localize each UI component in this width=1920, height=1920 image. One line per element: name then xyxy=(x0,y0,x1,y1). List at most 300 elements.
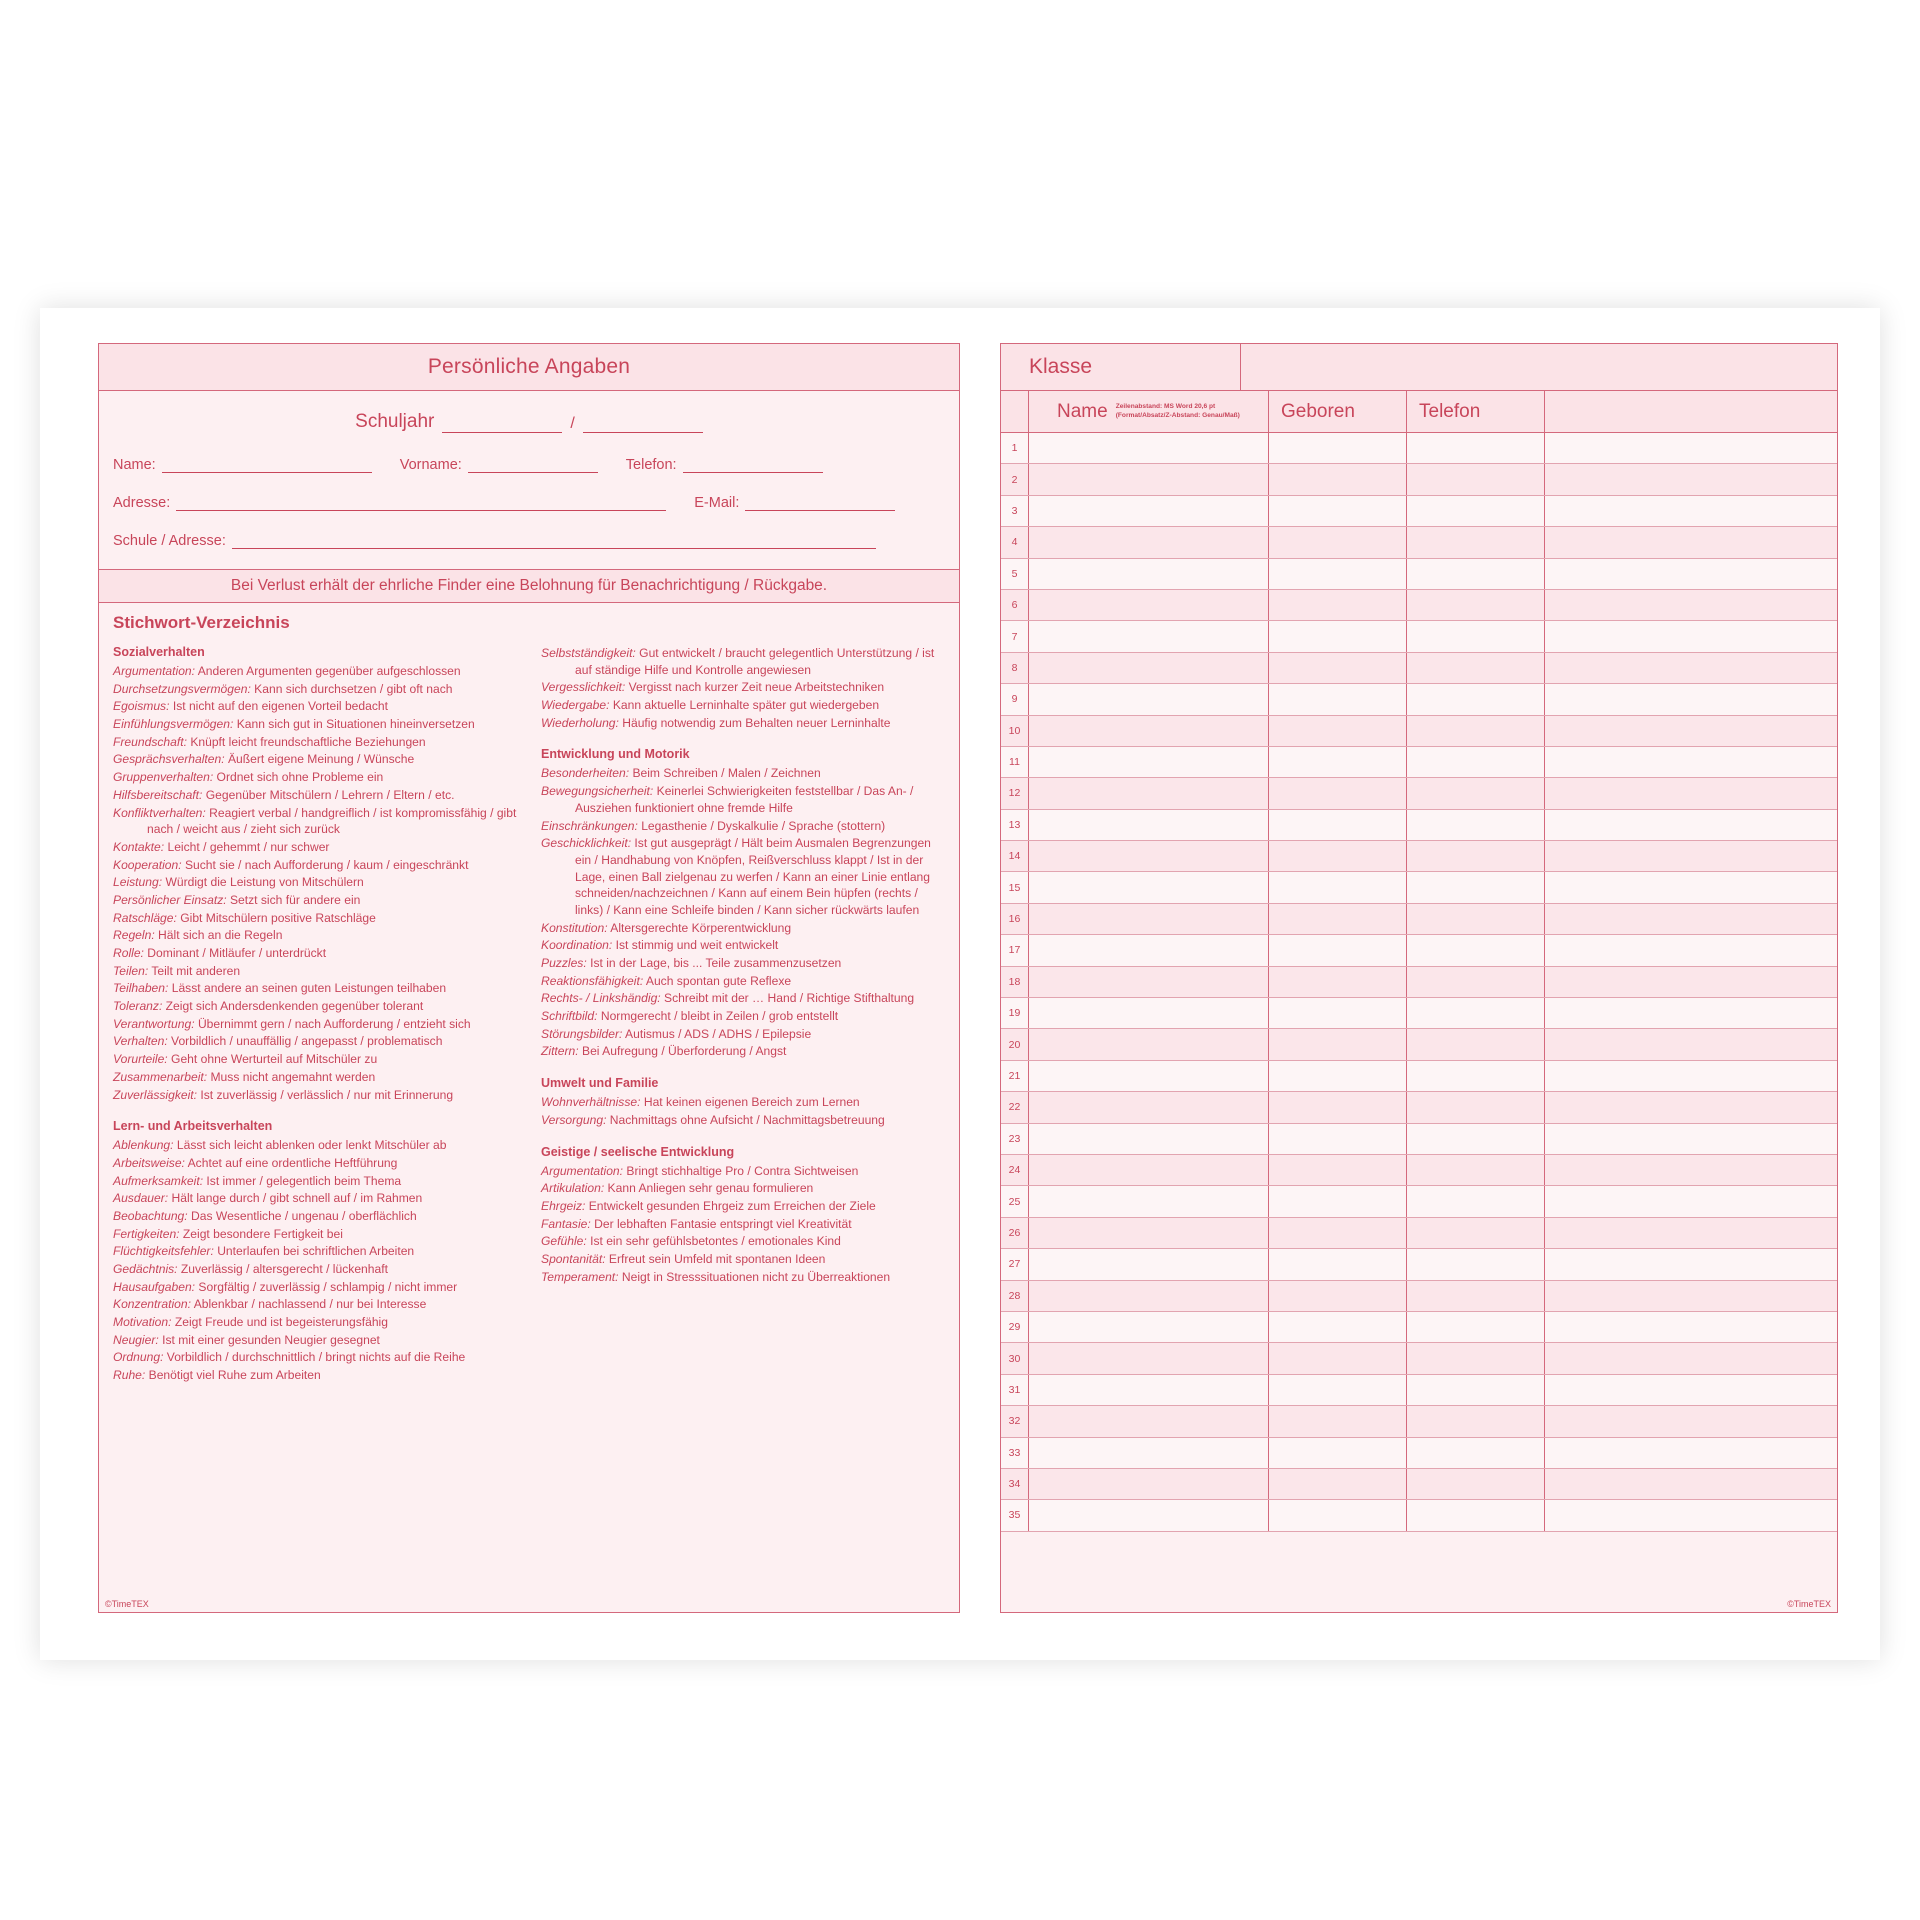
adresse-label: Adresse: xyxy=(113,495,171,511)
cell-rest[interactable] xyxy=(1545,1312,1837,1342)
cell-geb[interactable] xyxy=(1269,1281,1407,1311)
student-table-header xyxy=(1001,391,1837,433)
index-entry-term: Toleranz: xyxy=(113,999,163,1014)
schuljahr-row xyxy=(113,411,945,433)
table-row[interactable] xyxy=(1001,1500,1837,1531)
table-row[interactable] xyxy=(1001,433,1837,464)
cell-rest[interactable] xyxy=(1545,841,1837,871)
cell-geb[interactable] xyxy=(1269,1500,1407,1530)
cell-tel[interactable] xyxy=(1407,684,1545,714)
cell-name[interactable] xyxy=(1029,935,1269,965)
index-entry-text: Keinerlei Schwierigkeiten feststellbar / Das An- / Ausziehen funktioniert ohne fremde Hilfe xyxy=(575,784,914,815)
cell-geb[interactable] xyxy=(1269,684,1407,714)
index-entry xyxy=(541,1043,945,1060)
cell-rest[interactable] xyxy=(1545,1438,1837,1468)
row-number: 29 xyxy=(1001,1312,1029,1342)
cell-rest[interactable] xyxy=(1545,621,1837,651)
cell-geb[interactable] xyxy=(1269,1124,1407,1154)
cell-rest[interactable] xyxy=(1545,496,1837,526)
cell-tel[interactable] xyxy=(1407,464,1545,494)
index-entry-text: Bei Aufregung / Überforderung / Angst xyxy=(578,1044,787,1059)
cell-name[interactable] xyxy=(1029,1281,1269,1311)
cell-tel[interactable] xyxy=(1407,1061,1545,1091)
cell-name[interactable] xyxy=(1029,967,1269,997)
index-entry xyxy=(541,990,945,1007)
index-entry-text: Dominant / Mitläufer / unterdrückt xyxy=(143,946,327,960)
row-number: 17 xyxy=(1001,935,1029,965)
index-entry xyxy=(541,937,945,954)
cell-name[interactable] xyxy=(1029,1124,1269,1154)
cell-geb[interactable] xyxy=(1269,716,1407,746)
cell-name[interactable] xyxy=(1029,684,1269,714)
cell-rest[interactable] xyxy=(1545,810,1837,840)
cell-rest[interactable] xyxy=(1545,1406,1837,1436)
cell-geb[interactable] xyxy=(1269,998,1407,1028)
email-label: E-Mail: xyxy=(694,495,740,511)
cell-geb[interactable] xyxy=(1269,653,1407,683)
table-row[interactable] xyxy=(1001,841,1837,872)
index-entry-text: Normgerecht / bleibt in Zeilen / grob entstellt xyxy=(597,1009,839,1024)
cell-tel[interactable] xyxy=(1407,496,1545,526)
index-entry xyxy=(541,679,945,696)
schuljahr-start-input[interactable] xyxy=(442,417,562,433)
cell-name[interactable] xyxy=(1029,998,1269,1028)
cell-geb[interactable] xyxy=(1269,1343,1407,1373)
cell-rest[interactable] xyxy=(1545,1281,1837,1311)
index-entry-text: Legasthenie / Dyskalkulie / Sprache (stottern) xyxy=(637,818,886,833)
cell-rest[interactable] xyxy=(1545,1029,1837,1059)
table-row[interactable] xyxy=(1001,621,1837,652)
document-page xyxy=(40,308,1880,1660)
index-entry-term: Ablenkung: xyxy=(113,1138,174,1153)
table-row[interactable] xyxy=(1001,1186,1837,1217)
table-row[interactable] xyxy=(1001,967,1837,998)
cell-name[interactable] xyxy=(1029,904,1269,934)
index-entry-text: Ablenkbar / nachlassend / nur bei Interesse xyxy=(191,1297,427,1312)
index-entry-term: Teilen: xyxy=(113,963,149,978)
index-entry-term: Ratschläge: xyxy=(113,910,177,925)
row-number: 28 xyxy=(1001,1281,1029,1311)
cell-tel[interactable] xyxy=(1407,872,1545,902)
index-entry-text: Kann aktuelle Lerninhalte später gut wiedergeben xyxy=(609,698,880,713)
index-entry-text: Gegenüber Mitschülern / Lehrern / Eltern / etc. xyxy=(202,787,455,802)
index-entry xyxy=(113,681,517,698)
cell-rest[interactable] xyxy=(1545,1186,1837,1216)
cell-name[interactable] xyxy=(1029,653,1269,683)
index-entry-term: Rolle: xyxy=(113,946,144,960)
schuljahr-end-input[interactable] xyxy=(583,417,703,433)
cell-name[interactable] xyxy=(1029,747,1269,777)
index-entry xyxy=(541,973,945,990)
cell-tel[interactable] xyxy=(1407,1438,1545,1468)
index-entry-term: Vorurteile: xyxy=(113,1052,168,1067)
cell-rest[interactable] xyxy=(1545,433,1837,463)
cell-tel[interactable] xyxy=(1407,841,1545,871)
cell-geb[interactable] xyxy=(1269,1312,1407,1342)
cell-tel[interactable] xyxy=(1407,1186,1545,1216)
index-entry-text: Hat keinen eigenen Bereich zum Lernen xyxy=(640,1095,860,1110)
cell-name[interactable] xyxy=(1029,1186,1269,1216)
index-entry-text: Vergisst nach kurzer Zeit neue Arbeitstechniken xyxy=(625,680,885,695)
cell-geb[interactable] xyxy=(1269,935,1407,965)
table-row[interactable] xyxy=(1001,1469,1837,1500)
table-row[interactable] xyxy=(1001,1092,1837,1123)
cell-geb[interactable] xyxy=(1269,1155,1407,1185)
row-schule-adresse xyxy=(113,533,945,549)
cell-tel[interactable] xyxy=(1407,1500,1545,1530)
cell-rest[interactable] xyxy=(1545,1469,1837,1499)
row-number: 11 xyxy=(1001,747,1029,777)
index-entry-term: Hilfsbereitschaft: xyxy=(113,787,203,802)
cell-rest[interactable] xyxy=(1545,1155,1837,1185)
cell-name[interactable] xyxy=(1029,433,1269,463)
name-label: Name: xyxy=(113,457,156,473)
table-row[interactable] xyxy=(1001,716,1837,747)
index-entry xyxy=(113,1279,517,1296)
index-entry xyxy=(113,734,517,751)
cell-rest[interactable] xyxy=(1545,1500,1837,1530)
index-entry-text: Würdigt die Leistung von Mitschülern xyxy=(162,875,364,890)
table-row[interactable] xyxy=(1001,810,1837,841)
vorname-input[interactable] xyxy=(468,457,598,473)
index-entry xyxy=(541,1163,945,1180)
cell-rest[interactable] xyxy=(1545,559,1837,589)
table-row[interactable] xyxy=(1001,1281,1837,1312)
cell-geb[interactable] xyxy=(1269,1406,1407,1436)
index-entry-text: Knüpft leicht freundschaftliche Beziehungen xyxy=(186,734,426,749)
index-entry xyxy=(541,1233,945,1250)
index-entry-term: Störungsbilder: xyxy=(541,1026,623,1041)
cell-tel[interactable] xyxy=(1407,1469,1545,1499)
cell-name[interactable] xyxy=(1029,778,1269,808)
cell-tel[interactable] xyxy=(1407,967,1545,997)
index-entry xyxy=(541,1180,945,1197)
keyword-index-title: Stichwort-Verzeichnis xyxy=(113,613,290,632)
cell-name[interactable] xyxy=(1029,1249,1269,1279)
cell-tel[interactable] xyxy=(1407,1218,1545,1248)
row-number: 34 xyxy=(1001,1469,1029,1499)
cell-tel[interactable] xyxy=(1407,1092,1545,1122)
table-row[interactable] xyxy=(1001,872,1837,903)
index-entry-term: Ruhe: xyxy=(113,1368,146,1383)
index-entry xyxy=(113,839,517,856)
cell-tel[interactable] xyxy=(1407,904,1545,934)
index-entry xyxy=(113,805,517,838)
left-copyright: ©TimeTEX xyxy=(105,1599,149,1609)
row-number: 15 xyxy=(1001,872,1029,902)
table-row[interactable] xyxy=(1001,559,1837,590)
table-row[interactable] xyxy=(1001,1061,1837,1092)
row-number: 26 xyxy=(1001,1218,1029,1248)
row-number: 27 xyxy=(1001,1249,1029,1279)
index-group-title: Entwicklung und Motorik xyxy=(541,747,690,762)
klasse-value-input[interactable] xyxy=(1241,344,1837,390)
cell-name[interactable] xyxy=(1029,621,1269,651)
index-entry xyxy=(113,787,517,804)
cell-name[interactable] xyxy=(1029,1500,1269,1530)
klasse-row xyxy=(1001,344,1837,391)
cell-rest[interactable] xyxy=(1545,653,1837,683)
schule-adresse-input[interactable] xyxy=(232,533,876,549)
cell-name[interactable] xyxy=(1029,464,1269,494)
cell-name[interactable] xyxy=(1029,590,1269,620)
index-entry-term: Geschicklichkeit: xyxy=(541,836,632,851)
index-entry xyxy=(541,697,945,714)
row-number: 20 xyxy=(1001,1029,1029,1059)
index-entry-text: Vorbildlich / unauffällig / angepasst / problematisch xyxy=(167,1034,443,1049)
index-entry-text: Setzt sich für andere ein xyxy=(226,892,361,907)
index-entry xyxy=(113,1190,517,1207)
cell-geb[interactable] xyxy=(1269,1061,1407,1091)
cell-geb[interactable] xyxy=(1269,527,1407,557)
table-row[interactable] xyxy=(1001,1155,1837,1186)
table-row[interactable] xyxy=(1001,747,1837,778)
cell-name[interactable] xyxy=(1029,559,1269,589)
header-name-text: Name xyxy=(1057,400,1108,422)
index-entry xyxy=(541,920,945,937)
klasse-label: Klasse xyxy=(1001,344,1241,390)
index-entry-term: Zittern: xyxy=(541,1044,579,1059)
email-input[interactable] xyxy=(745,495,895,511)
cell-geb[interactable] xyxy=(1269,621,1407,651)
cell-rest[interactable] xyxy=(1545,1375,1837,1405)
cell-rest[interactable] xyxy=(1545,967,1837,997)
cell-tel[interactable] xyxy=(1407,559,1545,589)
index-group-title: Geistige / seelische Entwicklung xyxy=(541,1144,735,1159)
index-entry-term: Gedächtnis: xyxy=(113,1262,178,1276)
table-row[interactable] xyxy=(1001,1124,1837,1155)
cell-name[interactable] xyxy=(1029,1155,1269,1185)
cell-geb[interactable] xyxy=(1269,496,1407,526)
cell-rest[interactable] xyxy=(1545,464,1837,494)
index-entry xyxy=(113,1016,517,1033)
cell-geb[interactable] xyxy=(1269,1375,1407,1405)
cell-name[interactable] xyxy=(1029,527,1269,557)
index-entry xyxy=(113,716,517,733)
cell-name[interactable] xyxy=(1029,496,1269,526)
index-entry-term: Flüchtigkeitsfehler: xyxy=(113,1244,214,1259)
header-name xyxy=(1029,391,1269,432)
cell-name[interactable] xyxy=(1029,1061,1269,1091)
cell-rest[interactable] xyxy=(1545,935,1837,965)
cell-tel[interactable] xyxy=(1407,621,1545,651)
cell-rest[interactable] xyxy=(1545,998,1837,1028)
cell-tel[interactable] xyxy=(1407,747,1545,777)
table-row[interactable] xyxy=(1001,653,1837,684)
cell-geb[interactable] xyxy=(1269,872,1407,902)
index-entry-term: Koordination: xyxy=(541,938,613,953)
index-entry-text: Gibt Mitschülern positive Ratschläge xyxy=(176,910,376,925)
cell-rest[interactable] xyxy=(1545,684,1837,714)
cell-geb[interactable] xyxy=(1269,1186,1407,1216)
index-entry-text: Auch spontan gute Reflexe xyxy=(643,973,792,988)
index-entry xyxy=(113,1033,517,1050)
cell-geb[interactable] xyxy=(1269,904,1407,934)
cell-name[interactable] xyxy=(1029,1029,1269,1059)
cell-name[interactable] xyxy=(1029,810,1269,840)
index-entry-term: Verhalten: xyxy=(113,1034,168,1049)
cell-tel[interactable] xyxy=(1407,590,1545,620)
row-name-vorname-telefon xyxy=(113,457,945,473)
cell-tel[interactable] xyxy=(1407,1312,1545,1342)
cell-tel[interactable] xyxy=(1407,1029,1545,1059)
cell-geb[interactable] xyxy=(1269,1218,1407,1248)
cell-tel[interactable] xyxy=(1407,1124,1545,1154)
cell-tel[interactable] xyxy=(1407,1249,1545,1279)
cell-name[interactable] xyxy=(1029,872,1269,902)
index-entry xyxy=(541,835,945,918)
cell-name[interactable] xyxy=(1029,1406,1269,1436)
table-row[interactable] xyxy=(1001,778,1837,809)
index-entry-term: Durchsetzungsvermögen: xyxy=(113,681,251,696)
cell-rest[interactable] xyxy=(1545,904,1837,934)
cell-tel[interactable] xyxy=(1407,1155,1545,1185)
cell-rest[interactable] xyxy=(1545,1124,1837,1154)
table-row[interactable] xyxy=(1001,1406,1837,1437)
index-entry-term: Argumentation: xyxy=(541,1163,624,1178)
cell-geb[interactable] xyxy=(1269,747,1407,777)
cell-tel[interactable] xyxy=(1407,1281,1545,1311)
schuljahr-label: Schuljahr xyxy=(355,411,435,432)
cell-rest[interactable] xyxy=(1545,527,1837,557)
cell-rest[interactable] xyxy=(1545,747,1837,777)
table-row[interactable] xyxy=(1001,590,1837,621)
table-row[interactable] xyxy=(1001,1343,1837,1374)
cell-name[interactable] xyxy=(1029,1469,1269,1499)
index-entry-text: Sorgfältig / zuverlässig / schlampig / nicht immer xyxy=(195,1279,458,1294)
cell-geb[interactable] xyxy=(1269,433,1407,463)
table-row[interactable] xyxy=(1001,496,1837,527)
cell-rest[interactable] xyxy=(1545,716,1837,746)
index-entry-text: Autismus / ADS / ADHS / Epilepsie xyxy=(622,1026,812,1041)
cell-rest[interactable] xyxy=(1545,590,1837,620)
cell-geb[interactable] xyxy=(1269,1249,1407,1279)
table-row[interactable] xyxy=(1001,935,1837,966)
index-entry xyxy=(113,1155,517,1172)
right-copyright: ©TimeTEX xyxy=(1787,1599,1831,1609)
cell-geb[interactable] xyxy=(1269,1438,1407,1468)
index-entry-text: Hält lange durch / gibt schnell auf / im Rahmen xyxy=(168,1191,423,1206)
index-entry-term: Aufmerksamkeit: xyxy=(113,1173,204,1188)
cell-tel[interactable] xyxy=(1407,433,1545,463)
index-entry xyxy=(541,715,945,732)
cell-geb[interactable] xyxy=(1269,1092,1407,1122)
cell-geb[interactable] xyxy=(1269,559,1407,589)
cell-name[interactable] xyxy=(1029,716,1269,746)
row-number: 2 xyxy=(1001,464,1029,494)
row-number: 18 xyxy=(1001,967,1029,997)
cell-name[interactable] xyxy=(1029,1092,1269,1122)
cell-tel[interactable] xyxy=(1407,1406,1545,1436)
index-entry-text: Ist zuverlässig / verlässlich / nur mit Erinnerung xyxy=(197,1087,454,1102)
index-entry-term: Spontanität: xyxy=(541,1251,606,1266)
row-number: 8 xyxy=(1001,653,1029,683)
cell-geb[interactable] xyxy=(1269,778,1407,808)
index-entry-text: Ist stimmig und weit entwickelt xyxy=(612,938,779,953)
cell-name[interactable] xyxy=(1029,1375,1269,1405)
name-input[interactable] xyxy=(162,457,372,473)
cell-tel[interactable] xyxy=(1407,1343,1545,1373)
row-number: 6 xyxy=(1001,590,1029,620)
cell-name[interactable] xyxy=(1029,1312,1269,1342)
table-row[interactable] xyxy=(1001,1312,1837,1343)
cell-rest[interactable] xyxy=(1545,1092,1837,1122)
table-row[interactable] xyxy=(1001,1218,1837,1249)
row-number: 32 xyxy=(1001,1406,1029,1436)
cell-tel[interactable] xyxy=(1407,810,1545,840)
table-row[interactable] xyxy=(1001,1029,1837,1060)
table-row[interactable] xyxy=(1001,684,1837,715)
table-row[interactable] xyxy=(1001,1375,1837,1406)
cell-name[interactable] xyxy=(1029,1438,1269,1468)
cell-tel[interactable] xyxy=(1407,935,1545,965)
row-number: 1 xyxy=(1001,433,1029,463)
index-entry-term: Leistung: xyxy=(113,875,163,890)
index-entry xyxy=(113,945,517,962)
cell-name[interactable] xyxy=(1029,1343,1269,1373)
cell-geb[interactable] xyxy=(1269,967,1407,997)
cell-rest[interactable] xyxy=(1545,1343,1837,1373)
cell-geb[interactable] xyxy=(1269,464,1407,494)
index-entry-term: Regeln: xyxy=(113,928,155,943)
right-sheet xyxy=(1000,343,1838,1613)
index-entry-text: Ist ein sehr gefühlsbetontes / emotionales Kind xyxy=(586,1234,841,1249)
cell-rest[interactable] xyxy=(1545,1061,1837,1091)
cell-rest[interactable] xyxy=(1545,1249,1837,1279)
cell-geb[interactable] xyxy=(1269,1469,1407,1499)
index-entry xyxy=(113,769,517,786)
index-entry-text: Der lebhaften Fantasie entspringt viel Kreativität xyxy=(590,1216,852,1231)
cell-geb[interactable] xyxy=(1269,1029,1407,1059)
cell-tel[interactable] xyxy=(1407,527,1545,557)
table-row[interactable] xyxy=(1001,464,1837,495)
adresse-input[interactable] xyxy=(176,495,666,511)
cell-tel[interactable] xyxy=(1407,716,1545,746)
cell-tel[interactable] xyxy=(1407,778,1545,808)
table-row[interactable] xyxy=(1001,1249,1837,1280)
header-telefon: Telefon xyxy=(1407,391,1545,432)
cell-tel[interactable] xyxy=(1407,653,1545,683)
index-entry xyxy=(541,1198,945,1215)
index-entry-term: Motivation: xyxy=(113,1315,172,1330)
cell-rest[interactable] xyxy=(1545,1218,1837,1248)
index-entry-text: Kann Anliegen sehr genau formulieren xyxy=(604,1181,814,1196)
cell-tel[interactable] xyxy=(1407,1375,1545,1405)
cell-geb[interactable] xyxy=(1269,841,1407,871)
row-number: 13 xyxy=(1001,810,1029,840)
table-row[interactable] xyxy=(1001,1438,1837,1469)
cell-name[interactable] xyxy=(1029,841,1269,871)
index-entry-term: Puzzles: xyxy=(541,956,587,970)
telefon-input[interactable] xyxy=(683,457,823,473)
index-entry-text: Unterlaufen bei schriftlichen Arbeiten xyxy=(213,1244,415,1259)
table-row[interactable] xyxy=(1001,527,1837,558)
index-entry xyxy=(113,1087,517,1104)
table-row[interactable] xyxy=(1001,998,1837,1029)
index-group-title: Umwelt und Familie xyxy=(541,1076,659,1091)
cell-rest[interactable] xyxy=(1545,872,1837,902)
row-number: 35 xyxy=(1001,1500,1029,1530)
cell-name[interactable] xyxy=(1029,1218,1269,1248)
cell-geb[interactable] xyxy=(1269,590,1407,620)
table-row[interactable] xyxy=(1001,904,1837,935)
cell-tel[interactable] xyxy=(1407,998,1545,1028)
keyword-index-section xyxy=(99,603,959,1385)
personal-details-section xyxy=(99,391,959,569)
cell-geb[interactable] xyxy=(1269,810,1407,840)
index-entry-text: Benötigt viel Ruhe zum Arbeiten xyxy=(145,1368,321,1383)
cell-rest[interactable] xyxy=(1545,778,1837,808)
